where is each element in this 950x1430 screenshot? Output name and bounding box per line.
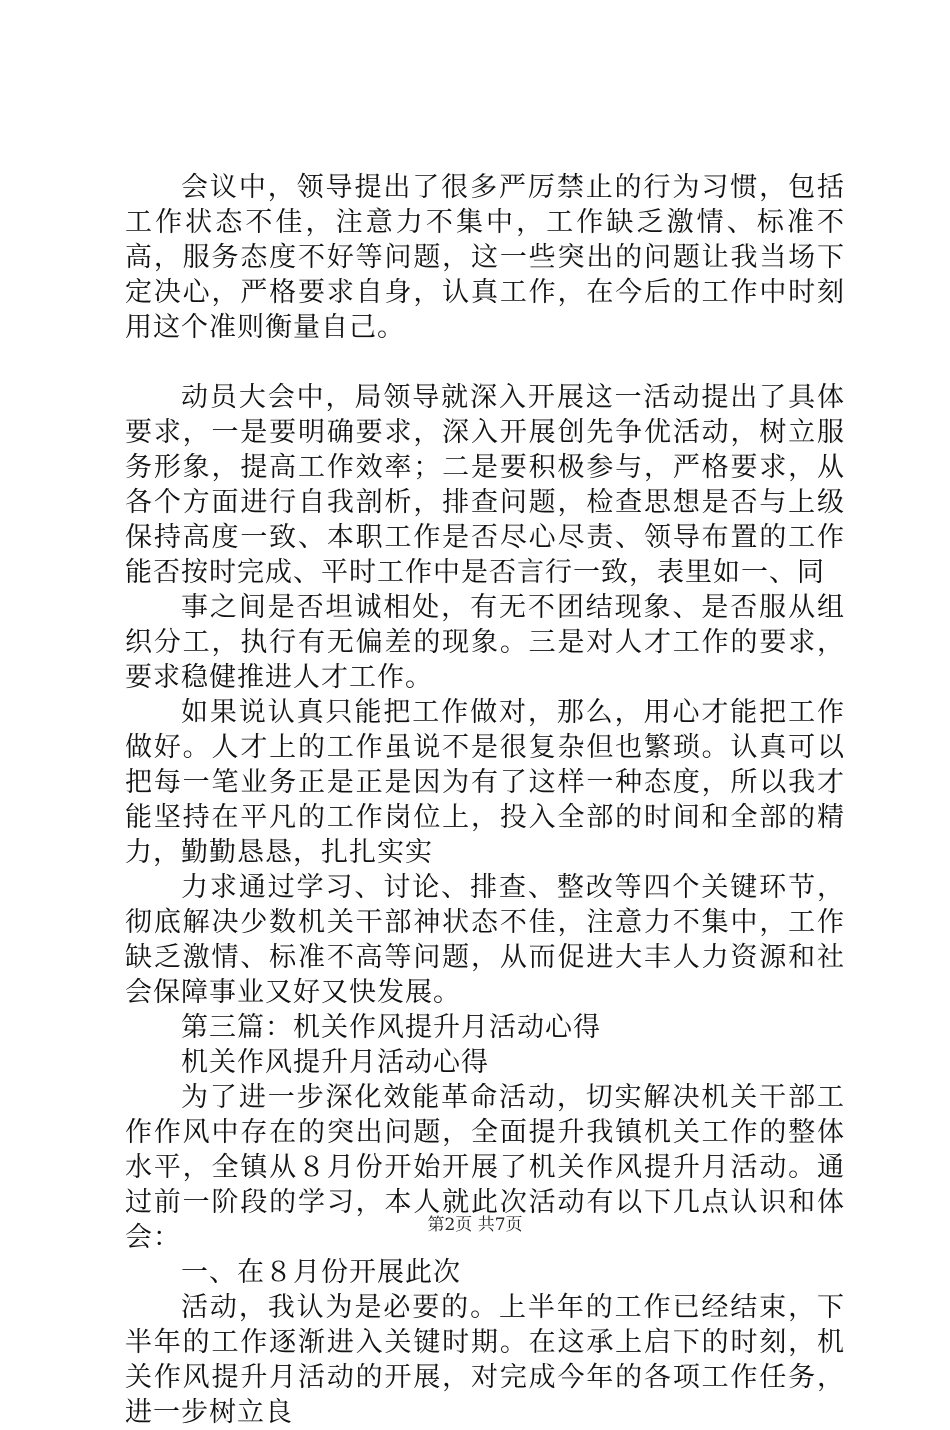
section-heading: 第三篇：机关作风提升月活动心得: [181, 1012, 601, 1043]
paragraph-5: 力求通过学习、讨论、排查、整改等四个关键环节，彻底解决少数机关干部神状态不佳，注意力不集中，工作缺乏激情、标准不高等问题，从而促进大丰人力资源和社会保障事业又好又快发展。: [125, 872, 845, 1008]
paragraph-6: 为了进一步深化效能革命活动，切实解决机关干部工作作风中存在的突出问题，全面提升我镇机关工作的整体水平，全镇从８月份开始开展了机关作风提升月活动。通过前一阶段的学习，本人就此次活动有以下几点认识和体会：: [125, 1082, 845, 1253]
paragraph-3: 事之间是否坦诚相处，有无不团结现象、是否服从组织分工，执行有无偏差的现象。三是对人才工作的要求，要求稳健推进人才工作。: [125, 592, 845, 693]
article-title: 机关作风提升月活动心得: [181, 1047, 489, 1078]
paragraph-4: 如果说认真只能把工作做对，那么，用心才能把工作做好。人才上的工作虽说不是很复杂但也繁琐。认真可以把每一笔业务正是正是因为有了这样一种态度，所以我才能坚持在平凡的工作岗位上，投入全部的时间和全部的精力，勤勤恳恳，扎扎实实: [125, 697, 845, 868]
paragraph-8: 活动，我认为是必要的。上半年的工作已经结束，下半年的工作逐渐进入关键时期。在这承上启下的时刻，机关作风提升月活动的开展，对完成今年的各项工作任务，进一步树立良: [125, 1292, 845, 1428]
page-footer: 第2页 共7页: [427, 1215, 523, 1235]
paragraph-7: 一、在８月份开展此次: [181, 1257, 461, 1288]
paragraph-2: 动员大会中，局领导就深入开展这一活动提出了具体要求，一是要明确要求，深入开展创先争优活动，树立服务形象，提高工作效率；二是要积极参与，严格要求，从各个方面进行自我剖析，排查问题，检查思想是否与上级保持高度一致、本职工作是否尽心尽责、领导布置的工作能否按时完成、平时工作中是否言行一致，表里如一、同: [125, 382, 845, 588]
paragraph-gap: [125, 345, 845, 380]
paragraph-1: 会议中，领导提出了很多严厉禁止的行为习惯，包括工作状态不佳，注意力不集中，工作缺乏激情、标准不高，服务态度不好等问题，这一些突出的问题让我当场下定决心，严格要求自身，认真工作，在今后的工作中时刻用这个准则衡量自己。: [125, 172, 845, 343]
document-body: [125, 170, 845, 1430]
